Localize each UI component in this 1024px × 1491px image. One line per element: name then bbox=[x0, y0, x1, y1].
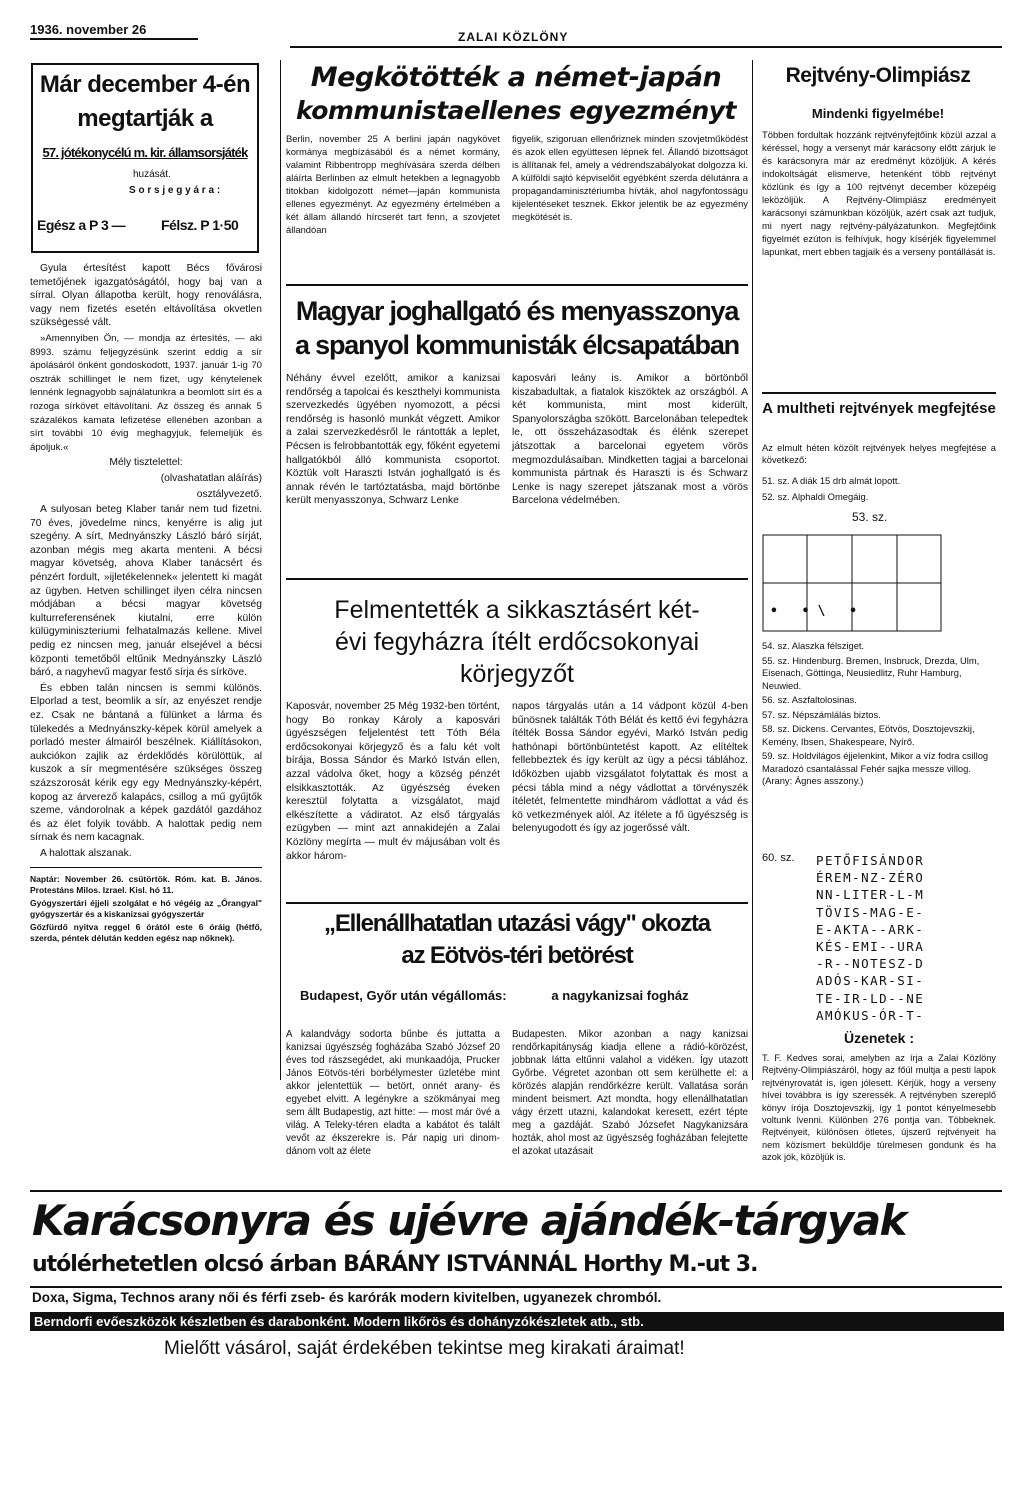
answer-58: 58. sz. Dickens. Cervantes, Eötvös, Dosztojevszkij, Kemény, Ibsen, Shakespeare, Nyírő. bbox=[762, 723, 975, 747]
article-paragraph: Gyula értesítést kapott Bécs fővárosi temetőjének igazgatóságától, hogy baj van a sírral. Olyan állapotba került, hogy renoválásra, vagy nem fizetés esetén eltávolítása okvetlen szükségessé vált. bbox=[30, 263, 262, 329]
headline-3-line3: körjegyzőt bbox=[460, 660, 574, 688]
answers-list bbox=[762, 640, 996, 790]
grid-row: TE-IR-LD--NE bbox=[816, 990, 925, 1006]
section-rule bbox=[286, 902, 748, 904]
puzzle-60-label: 60. sz. bbox=[762, 852, 795, 864]
messages-title: Üzenetek : bbox=[843, 1030, 915, 1046]
headline-1-line2: kommunistaellenes egyezményt bbox=[296, 96, 736, 125]
column-divider bbox=[752, 60, 753, 1080]
calendar-item: Gyógyszertári éjjeli szolgálat e hó végéig az „Őrangyal" gyógyszertár és a kiskanizsai gyógyszertár bbox=[30, 897, 262, 919]
puzzle-title: Rejtvény-Olimpiász bbox=[785, 64, 971, 87]
lottery-line1: Már december 4-én bbox=[39, 71, 251, 98]
article-3-col1: Kaposvár, november 25 Még 1932-ben történt, hogy Bo ronkay Károly a kaposvári ügyészségen feljelentést tett Tóth Béla erdőcsokonyai körjegyző és a falu két volt bírája, Bossa Sándor és Markó István ellen, azzal vádolva őket, hogy a község pénzét elsikkasztották. Az ügyészség éveken keresztül folytatta a vizsgálatot, majd elkészítette a vádiratot. Az első tárgyalás ezügyben — mint azt annakidején a Zalai Közlöny megírta — mult év májusában volt és akkor három- bbox=[286, 701, 500, 862]
lottery-ad-box bbox=[31, 63, 259, 253]
headline-4-sub-left: Budapest, Győr után végállomás: bbox=[300, 988, 507, 1003]
lottery-price-whole: Egész a P 3 — bbox=[37, 217, 126, 233]
headline-3-line2: évi fegyházra ítélt erdőcsokonyai bbox=[334, 628, 700, 656]
answer-54: 54. sz. Alaszka félsziget. bbox=[762, 640, 865, 651]
article-paragraph: És ebben talán nincsen is semmi különös. Elporlad a test, beomlik a sír, az enyészet rendje ez. Csak ne bántaná a fülünket a lárma és tülekedés a Mednyánszky-képek körül amelyek a porladó mester álmairól beszélnek. Kiállításokon, aukciókon zajlik az érdeklődés körülöttük, al kuszok a sír megmentésére szükséges összeg százszorosát kérik egy egy Mednyánszky-képért, kopog az árverező kalapács, csillog a mű gyűjtők szeme, vándorolnak a képek gazdától gazdához és az élet folyik tovább. A halottak pedig nem sírnak és nem kacagnak. bbox=[30, 682, 262, 844]
article-2-col1: Néhány évvel ezelőtt, amikor a kanizsai rendőrség a tapolcai és keszthelyi kommunista szervezkedés ügyében nyomozott, a pécsi rendőrség is hasonló munkát végzett. Amikor a zalai szervezkedésről le rántották a leplet, Pécsen is felrobbantották egy, főként egyetemi hallgatókból álló kommunista csoportot. Köztük volt Haraszti István joghallgató is és annak révén le tartóztatásba, majd börtönbe került menyasszonya, Schwarz Lenke bbox=[286, 373, 500, 507]
ad-cutlery-line: Berndorfi evőeszközök készletben és darabonként. Modern likőrös és dohányzókészletek atb., stb. bbox=[30, 1312, 1004, 1331]
grid-row: ADÓS-KAR-SI- bbox=[816, 973, 925, 989]
ad-rule bbox=[30, 1286, 1002, 1288]
headline-2-line1: Magyar joghallgató és menyasszonya bbox=[295, 296, 739, 326]
masthead-rule bbox=[30, 38, 198, 40]
article-paragraph: A sulyosan beteg Klaber tanár nem tud fizetni. 70 éves, jövedelme nincs, kenyérre is alig jut szegény. A sírt, Mednyánszky László báró sírját, azonban mégis meg akarta menteni. A bécsi magyar követség, ahova Klaber tanácsért és pénzért fordult, »ijletékelennek« jelentett ki magát az ügyben. Hetven schillinget ilyen célra nincsen módjában a bécsi magyar követség kulturreferensének kiutalni, erre külön külügyminiszteriumi felhatalmazás kellene. Mivel pedig ez nincsen meg, január elsejével a bécsi központi temetőből eltűnik Mednyánszky László báró, a nagyhevű magyar festő sírja és sírköve. bbox=[30, 504, 262, 679]
ad-footer-line: Mielőtt vásárol, saját érdekében tekintse meg kirakati áraimat! bbox=[164, 1338, 685, 1359]
headline-2-line2: a spanyol kommunisták élcsapatában bbox=[295, 330, 739, 360]
answer-57: 57. sz. Népszámlálás biztos. bbox=[762, 708, 881, 720]
calendar-item: Gőzfürdő nyitva reggel 6 órától este 6 óráig (hétfő, szerda, péntek délután kedden egész nap nőknek). bbox=[30, 921, 262, 943]
puzzle-53-cells: • •\ • bbox=[770, 604, 865, 619]
signature-greeting: Mély tisztelettel: bbox=[109, 457, 183, 469]
answer-52: 52. sz. Alphaldi Omegáig. bbox=[762, 491, 869, 502]
calendar-item: Naptár: November 26. csütörtök. Róm. kat. B. János. Protestáns Milos. Izrael. Kisl. hó 11. bbox=[30, 873, 262, 895]
headline-1-line1: Megkötötték a német-japán bbox=[310, 62, 722, 93]
article-2-col2: kaposvári leány is. Amikor a börtönből kiszabadultak, a fiatalok kiszöktek az országból. A két kommunista, mint most kiderült, Spanyolországba szökött. Barcelonában telepedtek le, ott összeházasodtak és élénk szerepet játszottak a barcelonai egyetem vörös megmozdulásaiban. Mindketten tagjai a barcelonai kommunista pártnak és Haraszti is és Schwarz Lenke is nagy szerepet játszanak most a vörös Barcelona védelmében. bbox=[512, 373, 748, 507]
headline-3-line1: Felmentették a sikkasztásért két- bbox=[334, 596, 700, 624]
solutions-title: A multheti rejtvények megfejtése bbox=[762, 400, 996, 417]
grid-row: AMÓKUS-ÓR-T- bbox=[816, 1007, 925, 1023]
paper-name: ZALAI KÖZLÖNY bbox=[458, 30, 569, 44]
article-4-col2: Budapesten. Mikor azonban a nagy kanizsai rendőrkapitányság kiadja ellene a rádió-körözést, jobbnak látta eltűnni valahol a vidéken. Így utazott Győrbe. Végretet azonban ott sem kerülhette el: a körözés alapján rendőrkézre került. Vallatása során mindent beismert. Azt mondta, hogy ellenállhatatlan vágy érzett utazni, kalandokat keresett, ezért tépte meg a gazdáját. Szabó Józsefet Nagykanizsára hozták, ahol most az ügyészség fogházában felejtette el azokat utazásait bbox=[512, 1029, 748, 1157]
grid-row: ÉREM-NZ-ZÉRO bbox=[816, 870, 925, 886]
section-rule bbox=[286, 284, 748, 286]
signature: (olvashatatlan aláírás) bbox=[160, 472, 262, 484]
section-rule bbox=[286, 578, 748, 580]
ad-top-rule bbox=[30, 1190, 1002, 1192]
article-paragraph: A halottak alszanak. bbox=[40, 847, 132, 859]
date-line: 1936. november 26 bbox=[30, 22, 147, 37]
lottery-line4: huzását. bbox=[133, 169, 171, 180]
article-1-col2: figyelik, szigoruan ellenőriznek minden szovjetműködést és azok ellen együttesen lépnek fel. Állandó bizottságot is állítanak fel, amely a védrendszabályokat dolgozza ki. A külföldi sajtó képviselőit egyébként szerda délutánra a propagandaminisztériumba hívták, ahol nagyfontosságu kijelentéseket tesznek. Ekkor jelentik be az egyezmény megkötését is. bbox=[512, 133, 748, 222]
article-3-col2: napos tárgyalás után a 14 vádpont közül 4-ben bűnösnek találták Tóth Bélát és kettő évi fegyházra ítélték Bossa Sándor egyévi, Markó István pedig hathónapi börtönbüntetést kapott. Az elítéltek fellebbeztek és így került az ügy a pécsi táblához. Időközben ujabb vizsgálatot folytattak és most a pécsi tábla mind a négy vádlottat a törvényszék ítéletét, felmentette mindhárom vádlottat a vád és kö vetkezmények alól. Az ítélete a fő ügyészség is belenyugodott és így az jogerőssé vált. bbox=[512, 701, 748, 835]
left-article bbox=[30, 262, 262, 946]
calendar-rule bbox=[30, 867, 262, 868]
lottery-line2: megtartják a bbox=[77, 105, 213, 132]
answer-51: 51. sz. A diák 15 drb almát lopott. bbox=[762, 475, 901, 486]
puzzle-subtitle: Mindenki figyelmébe! bbox=[811, 106, 945, 121]
answer-59: 59. sz. Holdvilágos éjjelenkint, Mikor a víz fodra csillog Maradozó csantalással Fehér sajka messze villog. (Arany: Ágnes asszony.) bbox=[762, 750, 989, 786]
lottery-line5: S o r s j e g y á r a : bbox=[129, 185, 221, 196]
ad-subline: utólérhetetlen olcsó árban BÁRÁNY ISTVÁNNÁL Horthy M.-ut 3. bbox=[32, 1252, 758, 1277]
grid-row: -R--NOTESZ-D bbox=[816, 956, 925, 972]
grid-row: PETŐFISÁNDOR bbox=[816, 853, 925, 868]
column-divider bbox=[280, 60, 281, 1080]
grid-row: E-AKTA--ARK- bbox=[816, 921, 925, 937]
signature-role: osztályvezető. bbox=[196, 488, 262, 500]
puzzle-intro: Többen fordultak hozzánk rejtvényfejtőink közül azzal a kéréssel, hogy a versenyt már karácsony előtt zárjuk le és karácsonyra már az eredményt közöljük. A kérés indokoltságát elismerve, hetenként több rejtvényt közlünk és így a 100 rejtvényt december közepéig leközöljük. A Rejtvény-Olimpiász eredményeit karácsonyi számunkban közöljük, azért csak azt tudjuk, mi nyert nagy rejtvény-pályázatunkon. Megfejtőink figyelmét ezúton is felhívjuk, hogy kísérjék figyelemmel lapunkat, mert ebben tagjaik és a verseny pontállását is. bbox=[762, 129, 996, 257]
article-4-col1: A kalandvágy sodorta bűnbe és juttatta a kanizsai ügyészség fogházába Szabó József 20 éves tod rászsegédet, aki munkaadója, Prucker János Eötvös-téri borbélymester üzletébe mint akkor jelentettük — betört, onnét arany- és egyebet elvitt. A legénykre a szökmányai meg sem állt Budapestig, azt hitte: — most már övé a világ. A Teleky-téren eladta a kabátot és talált vevőt az ékszerekre is. Pár napig uri dinom-dánom volt az élete bbox=[286, 1029, 500, 1157]
headline-4-line2: az Eötvös-téri betörést bbox=[401, 942, 633, 969]
lottery-line3: 57. jótékonycélú m. kir. államsorsjáték bbox=[42, 145, 248, 160]
right-rule bbox=[762, 392, 996, 394]
puzzle-53-grid bbox=[762, 534, 942, 634]
headline-4-sub-right: a nagykanizsai fogház bbox=[551, 988, 689, 1003]
article-1-col1: Berlin, november 25 A berlini japán nagykövet kormánya megbízásából és a német kormány, valamint Ribbentropp meghívására szerda délben aláírta Berlinben az elmult hetekben a legnagyobb titokban kidolgozott német—japán kommunista ellenes egyezményt. Az egyezmény értelmében a két állam állandó hírcserét tart fenn, a szovjetet állandóan bbox=[286, 133, 500, 235]
grid-row: NN-LITER-L-M bbox=[816, 887, 925, 903]
lottery-price-half: Félsz. P 1·50 bbox=[161, 217, 239, 233]
ad-headline: Karácsonyra és ujévre ajándék-tárgyak bbox=[32, 1196, 906, 1245]
answer-56: 56. sz. Aszfaltolosinas. bbox=[762, 694, 857, 705]
messages-body: T. F. Kedves sorai, amelyben az írja a Zalai Közlöny Rejtvény-Olimpiászáról, hogy az főúl multja a pesti lapok rejtvényrovatát is, igen jólesett. Kérjük, hogy a verseny hívei továbbra is így szeressék. A rejtvényben szereplő könyv írója Dosztojevszkij, így 1 pontot kényelmesebb voltunk lvenni. Különben 276 pontja van. Többeknek. Rejtvényeit, különösen ötletes, újszerű rejtvényeit ha nem közismert beküldője türelmesen gondunk és ha azok jók, közöljük is. bbox=[762, 1053, 996, 1163]
grid-row: KÉS-EMI--URA bbox=[816, 939, 925, 955]
ad-watches-line: Doxa, Sigma, Technos arany női és férfi zseb- és karórák modern kivitelben, ugyanezek chromból. bbox=[32, 1290, 662, 1305]
puzzle-53-label: 53. sz. bbox=[852, 510, 888, 524]
grid-row: TÖVIS-MAG-E- bbox=[816, 904, 925, 920]
top-rule bbox=[290, 46, 1002, 48]
article-paragraph: »Amennyiben Ön, — mondja az értesítés, — aki 8993. számu feljegyzésünk szerint eddig a sír ápolásáról önként gondoskodott, 1937. január 1-ig 70 osztrák schillinget le nem fizet, ugy kénytelenek lennénk legnagyobb sajnálatunkra a beomlott sírt és a rozoga sírkövet eltávolítani. Az összeg és annak 5 százalékos kamata lefizetése ellenében azonban a sírt további 10 évig meghagyjuk, felemeljük és ápoljuk.« bbox=[30, 332, 262, 453]
solutions-intro: Az elmult héten közölt rejtvények helyes megfejtése a következő: bbox=[762, 442, 996, 465]
headline-4-line1: „Ellenállhatatlan utazási vágy" okozta bbox=[324, 910, 710, 937]
puzzle-60-grid bbox=[816, 852, 924, 1024]
answer-55: 55. sz. Hindenburg. Bremen, Insbruck, Drezda, Ulm, Eisenach, Göttinga, Neusiedlitz, Ruhr Hamburg, Neuwied. bbox=[762, 654, 980, 691]
